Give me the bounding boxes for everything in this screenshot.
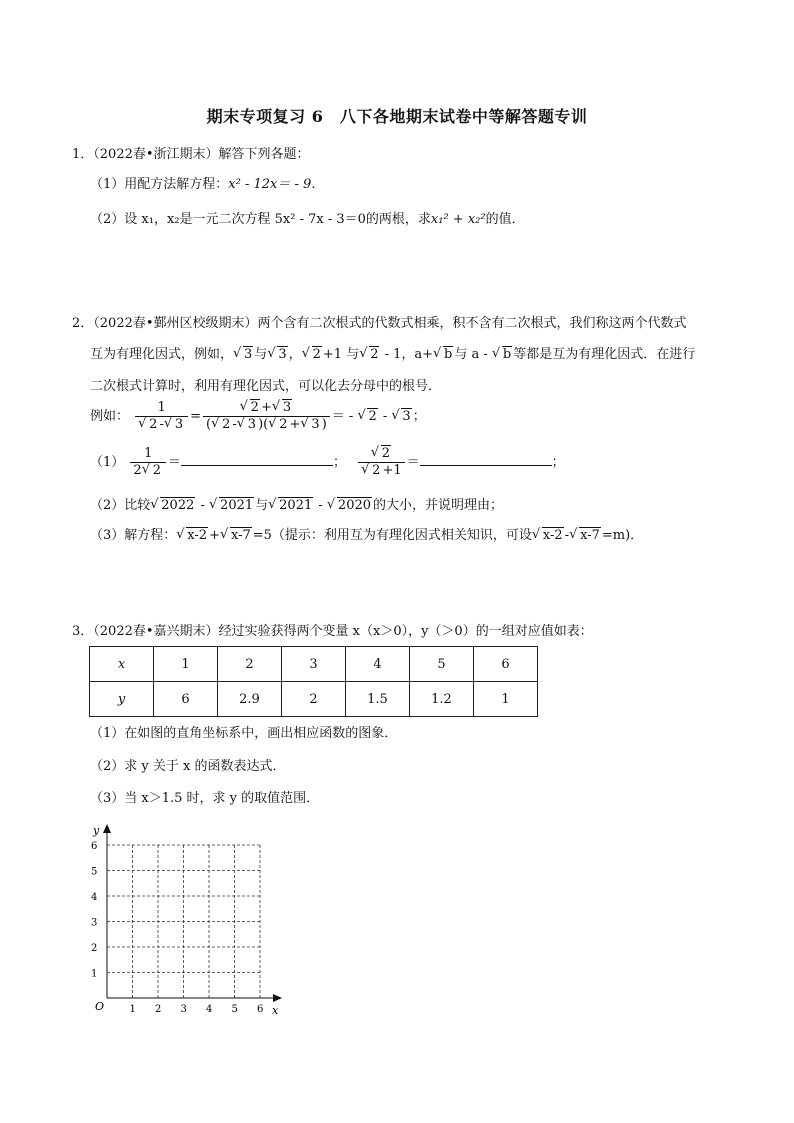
- table-cell: 6: [474, 647, 538, 682]
- x-axis-arrow-icon: [273, 994, 282, 1002]
- q2-line2-b: 与: [254, 347, 268, 362]
- sqrt-2-b: √ 2: [359, 346, 379, 364]
- x-tick-label: 6: [257, 1004, 264, 1015]
- sqrt-2: √ 2: [302, 346, 322, 364]
- sub3-end: =m)．: [601, 528, 644, 543]
- sqrt-b-2: √ b: [492, 346, 512, 364]
- table-cell: y: [90, 682, 154, 717]
- y-tick-label: 3: [91, 917, 98, 929]
- y-tick-label: 5: [91, 866, 98, 878]
- sub3-mid: =5（提示：利用互为有理化因式相关知识，可设: [252, 528, 532, 543]
- q2-sub3: （3）解方程：√ x-2 +√ x-7 =5（提示：利用互为有理化因式相关知识，可设√ x-2 -√ x-7 =m)．: [90, 527, 643, 545]
- x-tick-label: 4: [206, 1004, 213, 1015]
- x-axis-label: x: [272, 1004, 279, 1017]
- y-tick-label: 2: [91, 943, 98, 954]
- grid-lines: [107, 845, 260, 998]
- table-cell: 1.5: [346, 682, 410, 717]
- answer-blank-2[interactable]: [420, 453, 552, 466]
- x-tick-label: 2: [155, 1004, 162, 1015]
- sub1-eq-b: ＝: [406, 455, 420, 470]
- q3-sub3: （3）当 x＞1.5 时，求 y 的取值范围．: [90, 791, 320, 806]
- sub2-minus-b: -: [314, 498, 327, 513]
- sub2-end: 的大小，并说明理由；: [373, 498, 504, 513]
- y-axis-arrow-icon: [103, 824, 111, 833]
- table-cell: 1.2: [410, 682, 474, 717]
- example-fraction-right: √ $\frac{2 +√ 3}{(√ 2 -√ 3 )(√ 2 +√ 3 )}$: [203, 400, 330, 433]
- x-tick-label: 3: [180, 1004, 187, 1015]
- x-tick-labels: [130, 1004, 264, 1015]
- q1-part1-prefix: （1）用配方法解方程：: [90, 177, 229, 192]
- q2-line2-c: ，: [288, 347, 302, 362]
- q1-part2-prefix: （2）设 x₁，x₂是一元二次方程 5x² - 7x - 3＝0的两根，求: [90, 212, 431, 227]
- example-fraction-left: 1 √ 2 -√ 3: [135, 400, 188, 433]
- y-tick-label: 6: [91, 841, 98, 852]
- example-end: ；: [412, 409, 426, 424]
- q1-part1-equation: x² - 12x＝ - 9．: [228, 177, 325, 192]
- q2-sub3-prefix: （3）解方程：: [90, 528, 177, 543]
- coordinate-grid[interactable]: [84, 818, 294, 1024]
- x-tick-label: 1: [129, 1004, 136, 1015]
- example-result-b: -: [378, 409, 392, 424]
- q2-line2-a: 互为有理化因式，例如，: [90, 347, 234, 362]
- table-cell: 1: [474, 682, 538, 717]
- table-cell: 2.9: [218, 682, 282, 717]
- q2-sub2: （2）比较√ 2022 - √ 2021 与√ 2021 - √ 2020 的大小，并说明理由；: [90, 497, 503, 515]
- sub1-end: ；: [551, 455, 565, 470]
- table-cell: 1: [154, 647, 218, 682]
- q2-line2-e: - 1，a+: [380, 347, 434, 362]
- q2-line3: 二次根式计算时，利用有理化因式，可以化去分母中的根号．: [90, 379, 442, 394]
- sub2-and: 与: [255, 498, 269, 513]
- q1-part2-suffix: 的值．: [485, 212, 525, 227]
- table-cell: 2: [282, 682, 346, 717]
- q2-line2-g: 等都是互为有理化因式．在进行: [513, 347, 696, 362]
- x-tick-label: 5: [231, 1004, 238, 1015]
- table-cell: 3: [282, 647, 346, 682]
- y-axis-label: y: [93, 824, 100, 837]
- q2-sub1-label: （1）: [90, 455, 125, 470]
- q2-sub2-prefix: （2）比较: [90, 498, 151, 513]
- q3-sub1: （1）在如图的直角坐标系中，画出相应函数的图象．: [90, 726, 398, 741]
- table-cell: 4: [346, 647, 410, 682]
- sqrt-b: √ b: [433, 346, 453, 364]
- table-cell: 5: [410, 647, 474, 682]
- table-cell: 6: [154, 682, 218, 717]
- table-row-x: [90, 647, 538, 682]
- sub1-eq-a: ＝: [167, 455, 181, 470]
- q1-part1: [90, 176, 324, 194]
- q2-line2-d: +1 与: [322, 347, 360, 362]
- sqrt-3: √ 3: [233, 346, 253, 364]
- table-cell: x: [90, 647, 154, 682]
- example-result-a: ＝ -: [331, 409, 358, 424]
- q2-line2: [90, 346, 695, 364]
- q2-example: 例如： 1 √ 2 -√ 3 = √ $\frac{2 +√ 3}{(√ 2 -√ 3 )(√ 2 +√ 3 )}$ ＝ - √ 2 - √ 3 ；: [90, 400, 426, 433]
- q1-part2: [90, 211, 525, 229]
- q1-part2-expression: x₁² + x₂²: [430, 212, 486, 227]
- q3-header: 3．（2022春•嘉兴期末）经过实验获得两个变量 x（x＞0），y（＞0）的一组对应值如表：: [72, 624, 593, 639]
- sub2-minus-a: -: [196, 498, 210, 513]
- values-table: [89, 646, 538, 717]
- q1-header: 1．（2022春•浙江期末）解答下列各题：: [72, 147, 310, 162]
- sub1-sep: ；: [333, 455, 347, 470]
- y-tick-label: 1: [91, 968, 98, 980]
- q2-line2-f: 与 a -: [454, 347, 492, 362]
- origin-label: O: [95, 1000, 105, 1013]
- page-title: 期末专项复习 6 八下各地期末试卷中等解答题专训: [206, 107, 588, 126]
- table-cell: 2: [218, 647, 282, 682]
- q2-sub1: [90, 446, 565, 479]
- sub1-fraction-b: √ 2 √ 2 +1: [358, 446, 404, 479]
- answer-blank-1[interactable]: [181, 453, 333, 466]
- q3-sub2: （2）求 y 关于 x 的函数表达式．: [90, 759, 286, 774]
- sub1-fraction-a: $\frac{1}{2√ 2}$: [130, 446, 166, 479]
- sqrt-3-b: √ 3: [267, 346, 287, 364]
- y-tick-labels: [91, 841, 97, 980]
- q2-line1: 2．（2022春•鄞州区校级期末）两个含有二次根式的代数式相乘，积不含有二次根式，我们称这两个代数式: [72, 316, 687, 331]
- table-row-y: [90, 682, 538, 717]
- y-tick-label: 4: [91, 892, 98, 903]
- example-label: 例如：: [90, 409, 130, 424]
